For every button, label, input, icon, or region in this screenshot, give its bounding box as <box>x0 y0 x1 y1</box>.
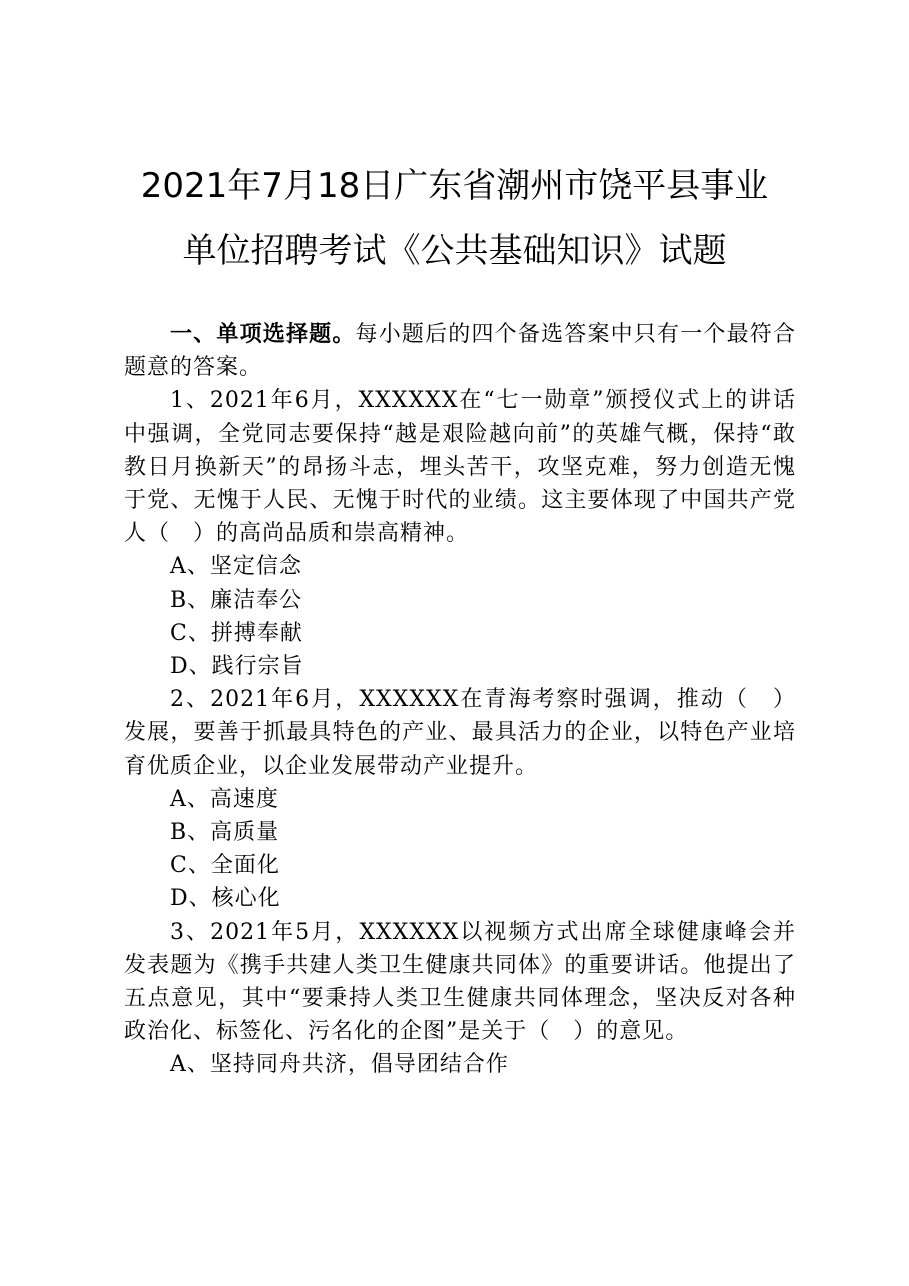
question-1-option-a: A、坚定信念 <box>170 554 302 580</box>
question-2-option-b: B、高质量 <box>170 820 280 846</box>
question-3-stem: 3、2021年5月，XXXXXX以视频方式出席全球健康峰会并发表题为《携手共建人类卫生健康共同体》的重要讲话。他提出了五点意见，其中“要秉持人类卫生健康共同体理念，坚决反对各种政治化、标签化、污名化的企图”是关于（ ）的意见。 <box>124 919 796 1045</box>
section-intro <box>124 318 796 384</box>
section-heading: 一、单项选择题。 <box>170 322 356 347</box>
question-2-option-d: D、核心化 <box>170 886 281 912</box>
section-instruction: 每小题后的四个备选答案中只有一个最符合题意的答案。 <box>124 322 796 381</box>
question-1-stem: 1、2021年6月，XXXXXX在“七一勋章”颁授仪式上的讲话中强调，全党同志要保持“越是艰险越向前”的英雄气概，保持“敢教日月换新天”的昂扬斗志，埋头苦干，攻坚克难，努力创造无愧于党、无愧于人民、无愧于时代的业绩。这主要体现了中国共产党人（ ）的高尚品质和崇高精神。 <box>124 388 796 547</box>
document-title-line-2: 单位招聘考试《公共基础知识》试题 <box>182 231 727 271</box>
question-3-option-a: A、坚持同舟共济，倡导团结合作 <box>170 1052 509 1078</box>
question-2-option-a: A、高速度 <box>170 786 279 812</box>
question-1-option-c: C、拼搏奉献 <box>170 620 303 646</box>
question-1-option-b: B、廉洁奉公 <box>170 587 303 613</box>
question-1-option-d: D、践行宗旨 <box>170 654 304 680</box>
question-2-option-c: C、全面化 <box>170 853 280 879</box>
question-2-stem: 2、2021年6月，XXXXXX在青海考察时强调，推动（ ）发展，要善于抓最具特色的产业、最具活力的企业，以特色产业培育优质企业，以企业发展带动产业提升。 <box>124 687 796 779</box>
exam-body <box>124 318 796 1082</box>
document-title-line-1: 2021年7月18日广东省潮州市饶平县事业 <box>140 166 769 206</box>
